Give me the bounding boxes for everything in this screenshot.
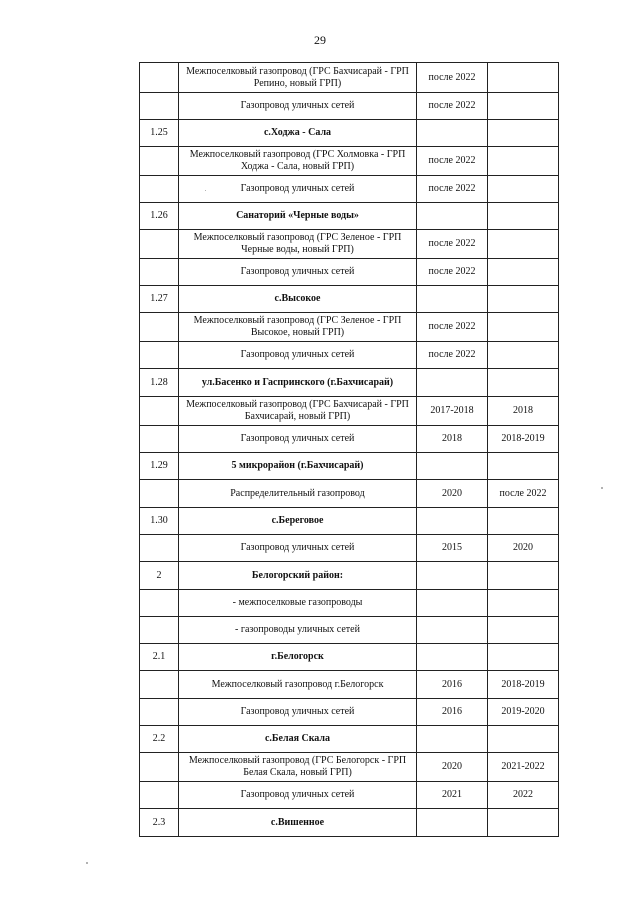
section-row [140,508,559,535]
row-number-cell [140,259,179,286]
table-row [140,426,559,453]
row-number-cell [140,93,179,120]
item-name-cell: Межпоселковый газопровод (ГРС Зеленое - ГРП Высокое, новый ГРП) [179,313,417,342]
item-name-cell: Газопровод уличных сетей [179,93,417,120]
page-number: 29 [314,33,326,47]
period-start-cell: 2016 [417,671,488,699]
item-name-cell: Межпоселковый газопровод (ГРС Бахчисарай - ГРП Бахчисарай, новый ГРП) [179,397,417,426]
period-end-cell [488,369,559,397]
period-start-cell [417,809,488,837]
period-start-cell [417,726,488,753]
row-number-cell: 2.2 [140,726,179,753]
period-end-cell [488,93,559,120]
period-end-cell: 2022 [488,782,559,809]
row-number-cell [140,147,179,176]
period-start-cell: после 2022 [417,342,488,369]
table-row [140,230,559,259]
item-name-cell: Газопровод уличных сетей [179,782,417,809]
row-number-cell [140,617,179,644]
period-start-cell [417,644,488,671]
item-name-cell: с.Высокое [179,286,417,313]
period-start-cell [417,120,488,147]
period-end-cell [488,590,559,617]
section-row [140,562,559,590]
period-end-cell [488,286,559,313]
table-row [140,535,559,562]
row-number-cell [140,397,179,426]
item-name-cell: с.Вишенное [179,809,417,837]
table-row [140,480,559,508]
row-number-cell: 1.28 [140,369,179,397]
row-number-cell [140,176,179,203]
item-name-cell: Газопровод уличных сетей [179,699,417,726]
item-name-cell: Белогорский район: [179,562,417,590]
period-start-cell: 2016 [417,699,488,726]
row-number-cell: 1.29 [140,453,179,480]
period-end-cell: 2019-2020 [488,699,559,726]
table-row [140,671,559,699]
scan-speck [601,487,603,489]
period-end-cell [488,230,559,259]
period-end-cell: 2018 [488,397,559,426]
period-start-cell: 2017-2018 [417,397,488,426]
section-row [140,203,559,230]
period-start-cell [417,617,488,644]
period-start-cell: после 2022 [417,147,488,176]
period-end-cell [488,562,559,590]
period-end-cell: после 2022 [488,480,559,508]
period-end-cell: 2018-2019 [488,426,559,453]
period-start-cell: 2015 [417,535,488,562]
item-name-cell: с.Береговое [179,508,417,535]
period-end-cell [488,120,559,147]
item-name-cell: Газопровод уличных сетей [179,426,417,453]
table-row [140,699,559,726]
item-name-cell: с.Белая Скала [179,726,417,753]
row-number-cell [140,230,179,259]
section-row [140,120,559,147]
row-number-cell: 1.25 [140,120,179,147]
item-name-cell: - межпоселковые газопроводы [179,590,417,617]
section-row [140,809,559,837]
period-end-cell [488,203,559,230]
item-name-cell: 5 микрорайон (г.Бахчисарай) [179,453,417,480]
table-row [140,93,559,120]
period-end-cell [488,508,559,535]
period-start-cell: 2021 [417,782,488,809]
period-start-cell: после 2022 [417,313,488,342]
period-end-cell: 2018-2019 [488,671,559,699]
section-row [140,644,559,671]
table-row [140,63,559,93]
period-start-cell: 2018 [417,426,488,453]
period-start-cell [417,453,488,480]
table-row [140,782,559,809]
item-name-cell: Межпоселковый газопровод г.Белогорск [179,671,417,699]
row-number-cell [140,426,179,453]
table-row [140,753,559,782]
row-number-cell: 2.1 [140,644,179,671]
section-row [140,726,559,753]
item-name-cell: ул.Басенко и Гаспринского (г.Бахчисарай) [179,369,417,397]
item-name-cell: Распределительный газопровод [179,480,417,508]
gas-pipeline-schedule-table [139,62,559,837]
row-number-cell: 1.30 [140,508,179,535]
period-start-cell [417,590,488,617]
row-number-cell [140,671,179,699]
table-row [140,590,559,617]
section-row [140,286,559,313]
item-name-cell: - газопроводы уличных сетей [179,617,417,644]
period-end-cell [488,453,559,480]
period-end-cell [488,176,559,203]
row-number-cell [140,313,179,342]
period-start-cell: после 2022 [417,63,488,93]
period-end-cell [488,809,559,837]
period-start-cell: 2020 [417,480,488,508]
item-name-cell: Межпоселковый газопровод (ГРС Холмовка - ГРП Ходжа - Сала, новый ГРП) [179,147,417,176]
period-start-cell [417,562,488,590]
item-name-cell: Газопровод уличных сетей [179,535,417,562]
period-end-cell [488,63,559,93]
item-name-cell: Межпоселковый газопровод (ГРС Бахчисарай - ГРП Репино, новый ГРП) [179,63,417,93]
section-row [140,453,559,480]
row-number-cell [140,699,179,726]
table-row [140,176,559,203]
item-name-cell: Межпоселковый газопровод (ГРС Белогорск - ГРП Белая Скала, новый ГРП) [179,753,417,782]
item-name-cell: Газопровод уличных сетей [179,176,417,203]
item-name-cell: Межпоселковый газопровод (ГРС Зеленое - ГРП Черные воды, новый ГРП) [179,230,417,259]
table-row [140,259,559,286]
period-start-cell: после 2022 [417,230,488,259]
item-name-cell: Газопровод уличных сетей [179,259,417,286]
period-start-cell: после 2022 [417,93,488,120]
period-end-cell [488,342,559,369]
row-number-cell: 1.27 [140,286,179,313]
row-number-cell [140,753,179,782]
period-start-cell [417,508,488,535]
item-name-cell: с.Ходжа - Сала [179,120,417,147]
period-start-cell [417,369,488,397]
table-row [140,313,559,342]
row-number-cell: 2.3 [140,809,179,837]
table-row [140,147,559,176]
period-end-cell [488,726,559,753]
period-end-cell [488,147,559,176]
row-number-cell [140,782,179,809]
row-number-cell [140,590,179,617]
table-row [140,617,559,644]
row-number-cell: 2 [140,562,179,590]
section-row [140,369,559,397]
table-row [140,397,559,426]
item-name-cell: Санаторий «Черные воды» [179,203,417,230]
period-end-cell [488,644,559,671]
item-name-cell: г.Белогорск [179,644,417,671]
period-start-cell: 2020 [417,753,488,782]
row-number-cell: 1.26 [140,203,179,230]
scan-speck [86,862,88,864]
period-end-cell [488,259,559,286]
period-start-cell: после 2022 [417,176,488,203]
period-end-cell [488,313,559,342]
row-number-cell [140,535,179,562]
table-body [140,63,559,837]
period-end-cell: 2021-2022 [488,753,559,782]
scan-speck [205,190,206,191]
row-number-cell [140,63,179,93]
period-end-cell [488,617,559,644]
item-name-cell: Газопровод уличных сетей [179,342,417,369]
row-number-cell [140,342,179,369]
period-end-cell: 2020 [488,535,559,562]
period-start-cell: после 2022 [417,259,488,286]
period-start-cell [417,203,488,230]
row-number-cell [140,480,179,508]
table-row [140,342,559,369]
period-start-cell [417,286,488,313]
